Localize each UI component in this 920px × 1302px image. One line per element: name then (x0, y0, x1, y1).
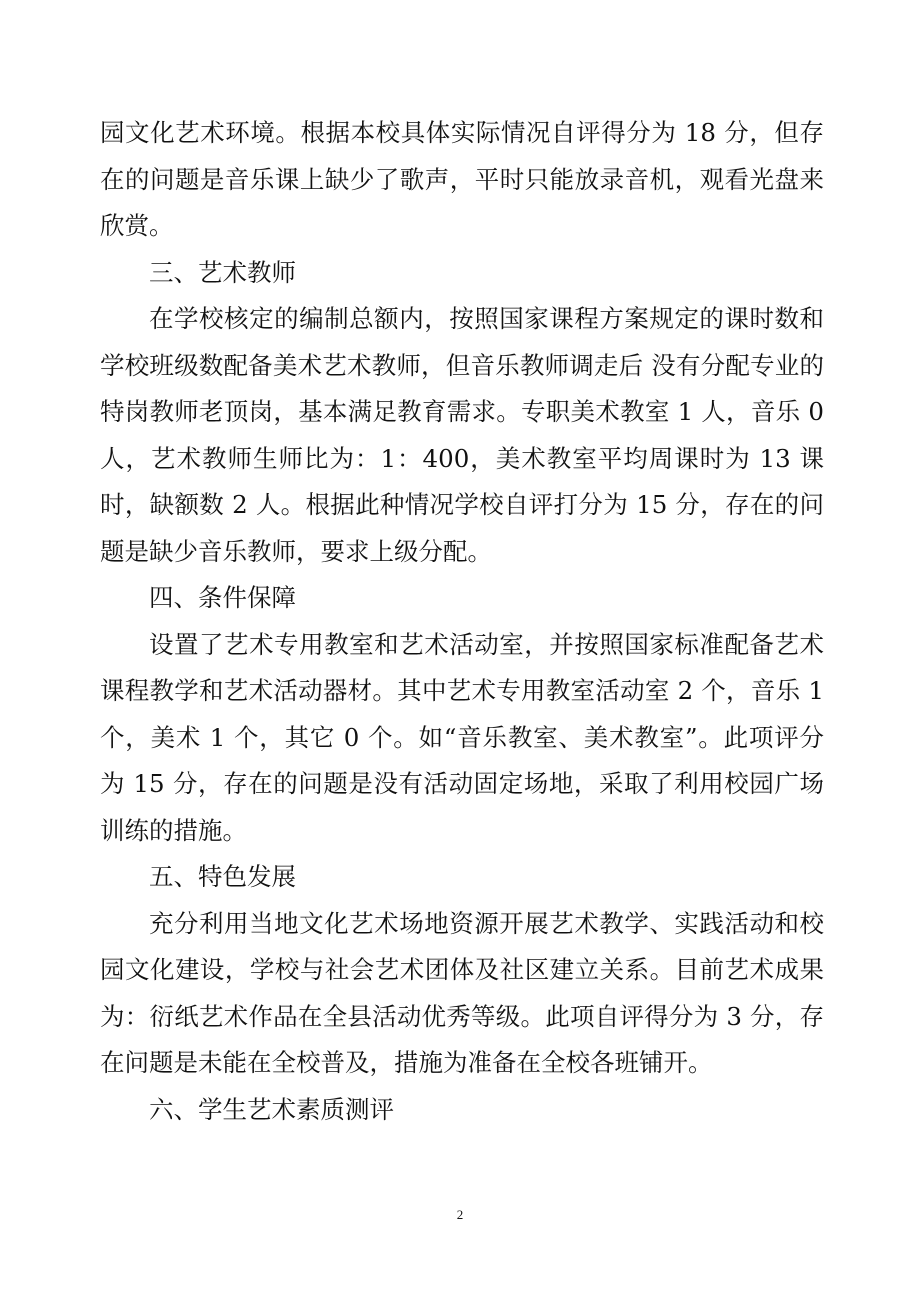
paragraph-conditions: 设置了艺术专用教室和艺术活动室，并按照国家标准配备艺术课程教学和艺术活动器材。其中艺术专用教室活动室 2 个，音乐 1 个，美术 1 个，其它 0 个。如“音乐教室、美术教室”。此项评分为 15 分，存在的问题是没有活动固定场地，采取了利用校园广场训练的措施。 (100, 629, 824, 845)
paragraph-teachers: 在学校核定的编制总额内，按照国家课程方案规定的课时数和学校班级数配备美术艺术教师，但音乐教师调走后 没有分配专业的特岗教师老顶岗，基本满足教育需求。专职美术教室 1 人，音乐 0 人，艺术教师生师比为：1：400，美术教室平均周课时为 13 课时，缺额数 2 人。根据此种情况学校自评打分为 15 分，存在的问题是缺少音乐教师，要求上级分配。 (100, 304, 824, 566)
paragraph-continuation: 园文化艺术环境。根据本校具体实际情况自评得分为 18 分，但存在的问题是音乐课上缺少了歌声，平时只能放录音机，观看光盘来欣赏。 (100, 118, 824, 240)
section-heading-conditions: 四、条件保障 (149, 583, 296, 612)
document-body (100, 110, 824, 1133)
paragraph-features: 充分利用当地文化艺术场地资源开展艺术教学、实践活动和校园文化建设，学校与社会艺术团体及社区建立关系。目前艺术成果为：衍纸艺术作品在全县活动优秀等级。此项自评得分为 3 分，存在问题是未能在全校普及，措施为准备在全校各班铺开。 (100, 908, 824, 1077)
section-heading-assessment: 六、学生艺术素质测评 (149, 1094, 394, 1124)
section-heading-features: 五、特色发展 (149, 862, 296, 891)
section-heading-teachers: 三、艺术教师 (149, 257, 296, 287)
page-number: 2 (456, 1207, 464, 1222)
